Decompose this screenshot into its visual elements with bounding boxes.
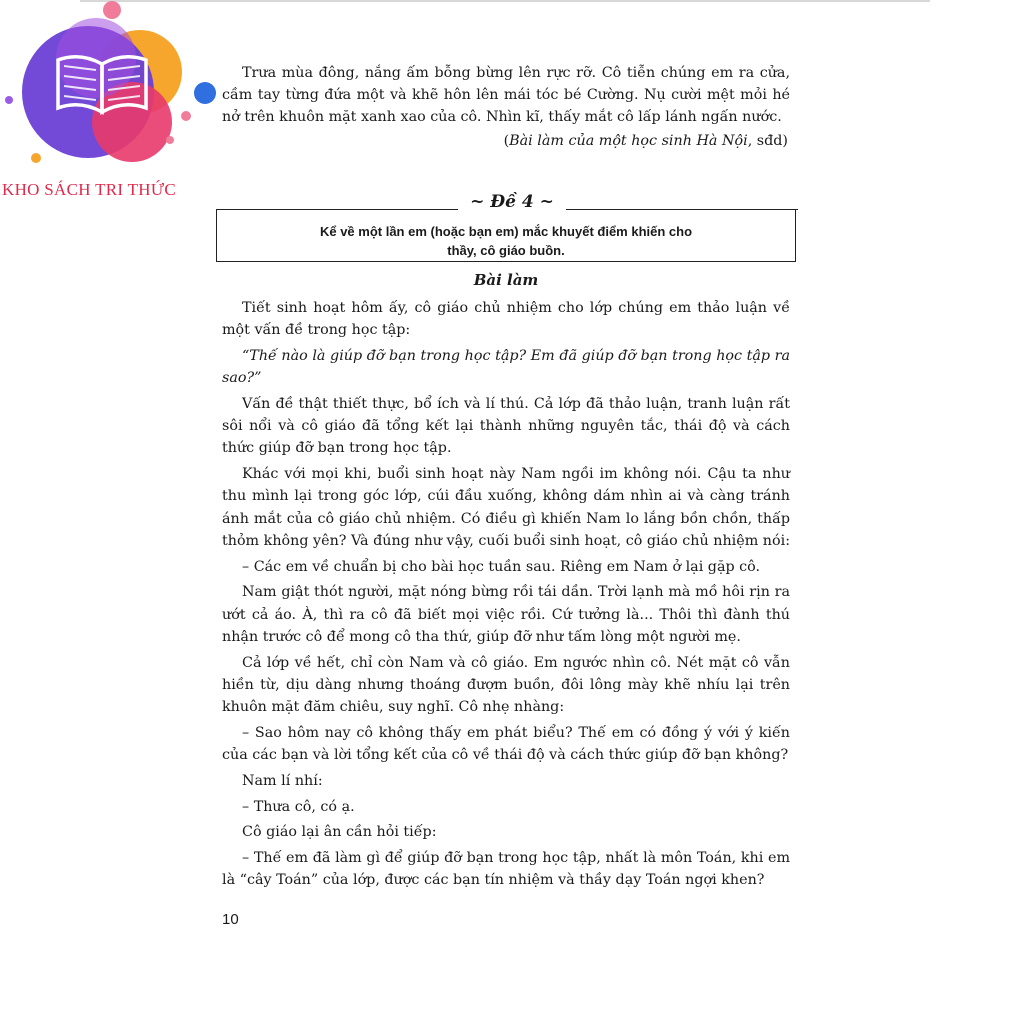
ornament-left-icon: ~ — [470, 192, 485, 212]
task-line-2: thầy, cô giáo buồn. — [447, 243, 565, 258]
essay-paragraph: Tiết sinh hoạt hôm ấy, cô giáo chủ nhiệm cho lớp chúng em thảo luận về một vấn đề trong học tập: — [222, 300, 790, 339]
brand-name: KHO SÁCH TRI THỨC — [2, 180, 176, 199]
intro-paragraph-block — [222, 62, 790, 129]
essay-paragraph: – Thưa cô, có ạ. — [242, 798, 355, 815]
exercise-label — [460, 192, 564, 212]
source-suffix: , sđd) — [747, 133, 788, 149]
essay-body — [222, 297, 790, 895]
essay-paragraph: “Thế nào là giúp đỡ bạn trong học tập? Em đã giúp đỡ bạn trong học tập ra sao?” — [222, 348, 790, 387]
essay-paragraph: Cả lớp về hết, chỉ còn Nam và cô giáo. Em ngước nhìn cô. Nét mặt cô vẫn hiền từ, dịu dàng nhưng thoáng đượm buồn, đôi lông mày khẽ nhíu lại trên khuôn mặt đăm chiêu, suy nghĩ. Cô nhẹ nhàng: — [222, 654, 790, 716]
essay-paragraph: – Các em về chuẩn bị cho bài học tuần sau. Riêng em Nam ở lại gặp cô. — [242, 558, 761, 575]
source-citation — [222, 133, 788, 149]
essay-paragraph: Vấn đề thật thiết thực, bổ ích và lí thú. Cả lớp đã thảo luận, tranh luận rất sôi nổi và cô giáo đã tổng kết lại thành những nguyên tắc, thái độ và cách thức giúp đỡ bạn trong học tập. — [222, 396, 790, 457]
book-logo-icon — [0, 0, 230, 180]
brand-logo — [0, 0, 230, 205]
essay-heading: Bài làm — [473, 271, 539, 289]
intro-paragraph: Trưa mùa đông, nắng ấm bỗng bừng lên rực rỡ. Cô tiễn chúng em ra cửa, cầm tay từng đứa một và khẽ hôn lên mái tóc bé Cường. Nụ cười mệt mỏi hé nở trên khuôn mặt xanh xao của cô. Nhìn kĩ, thấy mắt cô lấp lánh ngấn nước. — [222, 65, 790, 126]
essay-paragraph: Nam lí nhí: — [242, 772, 323, 789]
ornament-right-icon: ~ — [539, 192, 554, 212]
page-number: 10 — [222, 911, 239, 928]
task-line-1: Kể về một lần em (hoặc bạn em) mắc khuyết điểm khiến cho — [319, 224, 693, 239]
essay-paragraph: – Sao hôm nay cô không thấy em phát biểu? Thế em có đồng ý với ý kiến của các bạn và lời tổng kết của cô về thái độ và cách thức giúp đỡ bạn không? — [222, 724, 790, 764]
essay-paragraph: Khác với mọi khi, buổi sinh hoạt này Nam ngồi im không nói. Cậu ta như thu mình lại trong góc lớp, cúi đầu xuống, không dám nhìn ai và càng tránh ánh mắt của cô giáo chủ nhiệm. Có điều gì khiến Nam lo lắng bồn chồn, thấp thỏm không yên? Và đúng như vậy, cuối buổi sinh hoạt, cô giáo chủ nhiệm nói: — [222, 466, 791, 549]
exercise-label-text: Đề 4 — [490, 192, 534, 212]
essay-paragraph: – Thế em đã làm gì để giúp đỡ bạn trong học tập, nhất là môn Toán, khi em là “cây Toán” của lớp, được các bạn tín nhiệm và thầy dạy Toán ngợi khen? — [222, 850, 790, 889]
source-text: Bài làm của một học sinh Hà Nội — [509, 133, 748, 149]
source-prefix: ( — [503, 133, 510, 149]
task-box — [216, 210, 796, 262]
essay-paragraph: Nam giật thót người, mặt nóng bừng rồi tái dần. Trời lạnh mà mồ hôi rịn ra ướt cả áo. À, thì ra cô đã biết mọi việc rồi. Cứ tưởng là... Thôi thì đành thú nhận trước cô để mong cô tha thứ, giúp đỡ như tấm lòng một người mẹ. — [222, 584, 790, 645]
essay-paragraph: Cô giáo lại ân cần hỏi tiếp: — [242, 824, 437, 841]
